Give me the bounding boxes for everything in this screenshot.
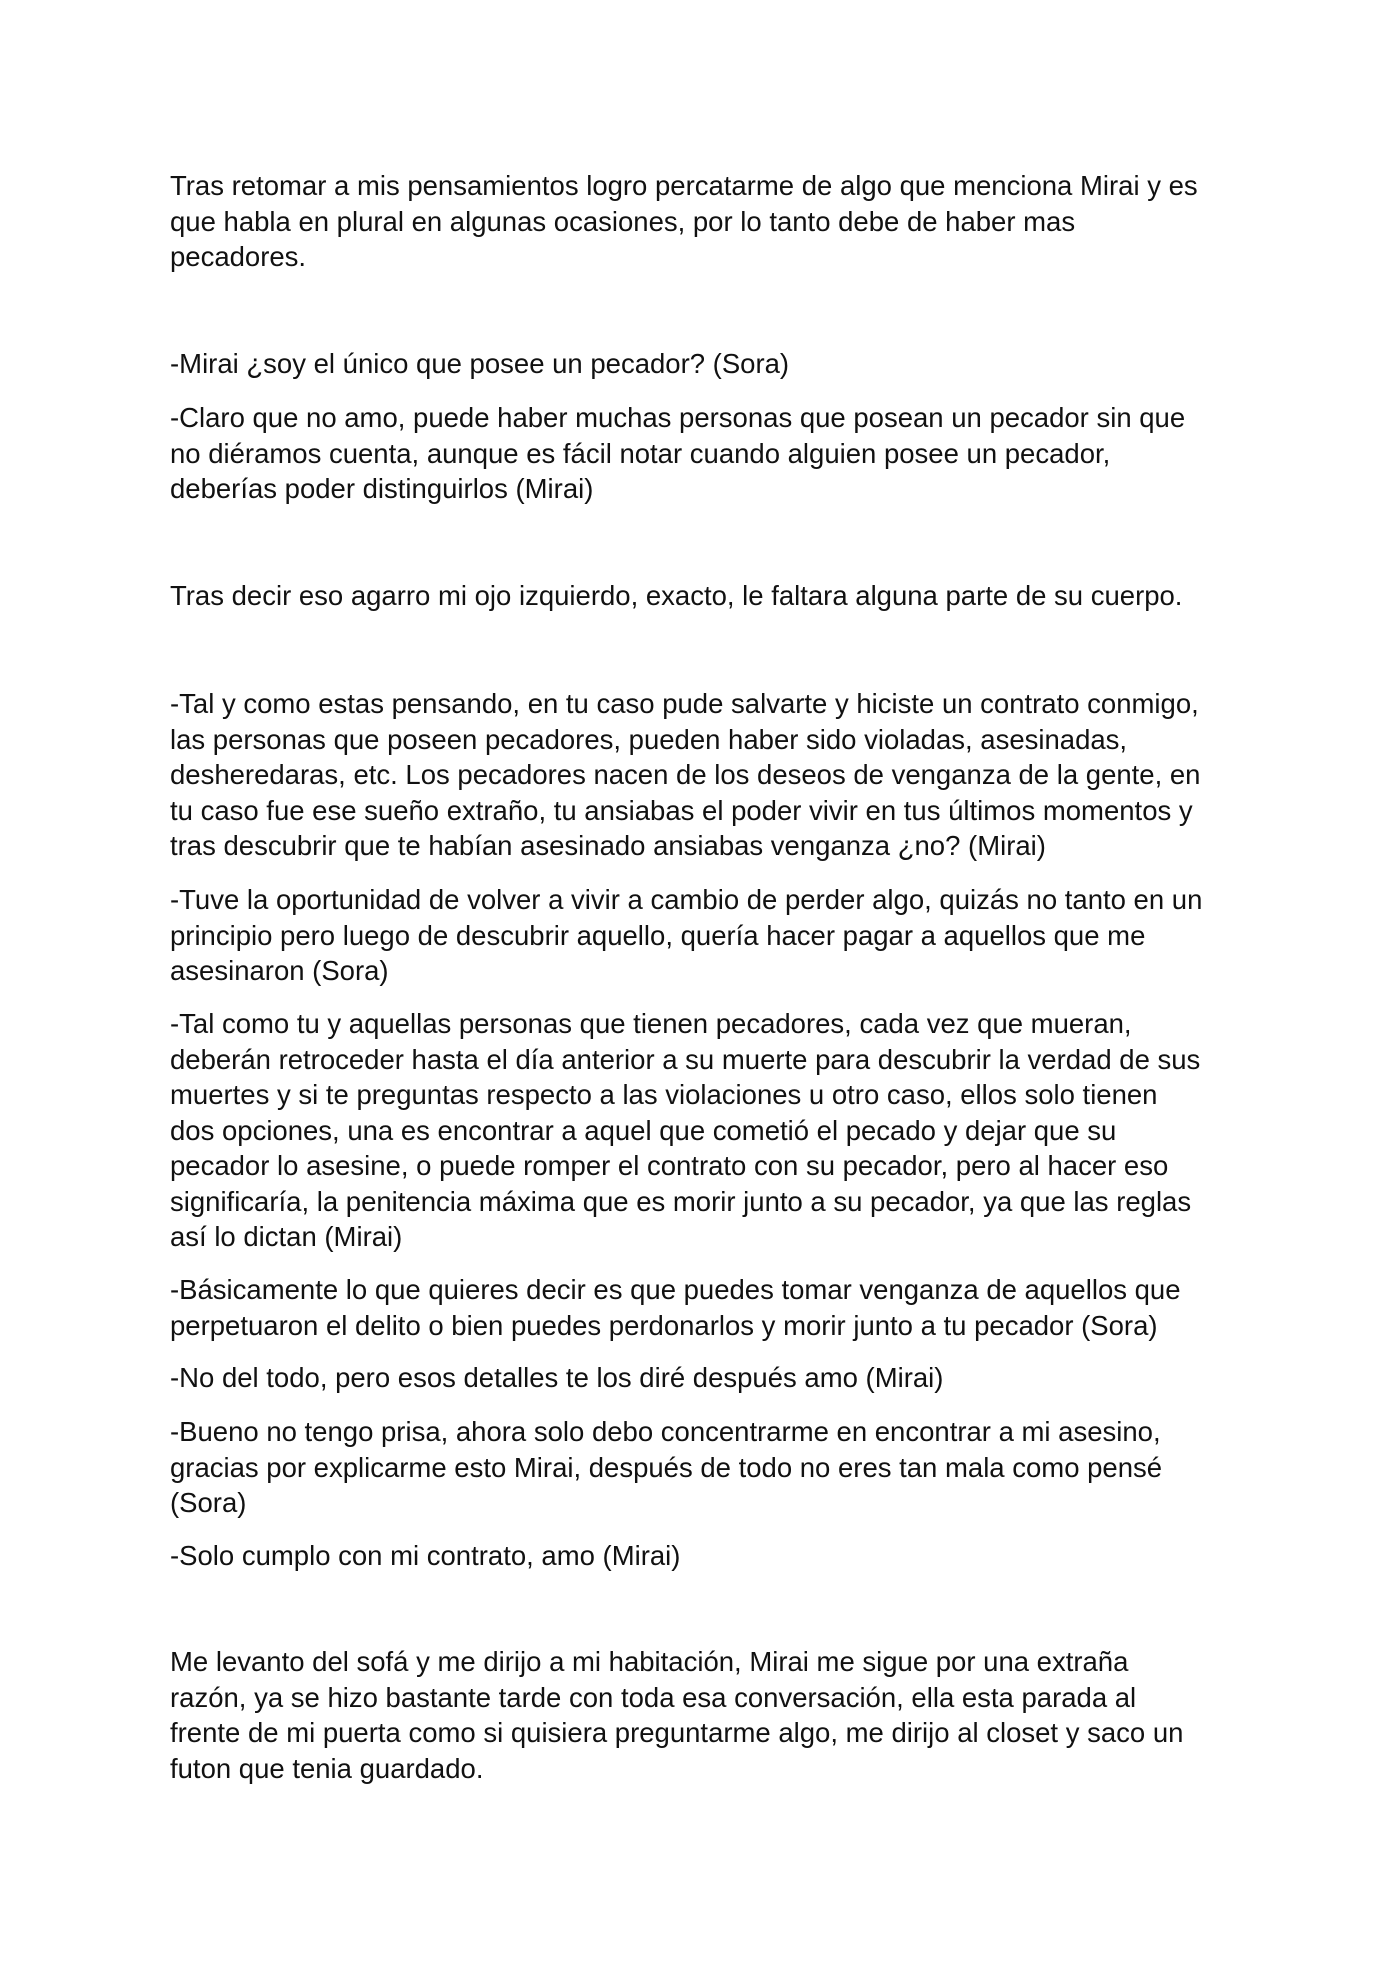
text-line: -Tal como tu y aquellas personas que tienen pecadores, cada vez que mueran, [170, 1008, 1132, 1039]
para-dialogue-sora-4 [170, 1414, 1260, 1521]
para-dialogue-sora-3 [170, 1272, 1260, 1343]
text-line: no diéramos cuenta, aunque es fácil notar cuando alguien posee un pecador, [170, 437, 1111, 469]
para-narration-1 [170, 168, 1260, 275]
text-line: desheredaras, etc. Los pecadores nacen de los deseos de venganza de la gente, en [170, 759, 1201, 790]
para-narration-3 [170, 1644, 1260, 1786]
text-line: gracias por explicarme esto Mirai, después de todo no eres tan mala como pensé [170, 1451, 1163, 1483]
text-line: tras descubrir que te habían asesinado ansiabas venganza ¿no? (Mirai) [170, 830, 1046, 861]
text-line: -Básicamente lo que quieres decir es que puedes tomar venganza de aquellos que [170, 1274, 1181, 1305]
para-dialogue-mirai-2 [170, 686, 1260, 864]
text-line: razón, ya se hizo bastante tarde con toda esa conversación, ella esta parada al [170, 1681, 1137, 1713]
text-line: que habla en plural en algunas ocasiones, por lo tanto debe de haber mas [170, 205, 1076, 237]
para-narration-2 [170, 578, 1260, 614]
para-dialogue-mirai-4 [170, 1360, 1260, 1396]
text-line: Tras decir eso agarro mi ojo izquierdo, exacto, le faltara alguna parte de su cuerpo. [170, 580, 1183, 611]
text-line: futon que tenia guardado. [170, 1752, 484, 1784]
text-line: (Sora) [170, 1487, 247, 1518]
text-line: principio pero luego de descubrir aquello, quería hacer pagar a aquellos que me [170, 919, 1146, 951]
text-line: dos opciones, una es encontrar a aquel que cometió el pecado y dejar que su [170, 1114, 1117, 1146]
text-line: las personas que poseen pecadores, pueden haber sido violadas, asesinadas, [170, 723, 1128, 755]
text-line: frente de mi puerta como si quisiera preguntarme algo, me dirijo al closet y saco un [170, 1717, 1184, 1748]
text-line: Me levanto del sofá y me dirijo a mi habitación, Mirai me sigue por una extraña [170, 1646, 1129, 1677]
text-line: pecadores. [170, 241, 307, 272]
para-dialogue-sora-2 [170, 882, 1260, 989]
text-line: -Bueno no tengo prisa, ahora solo debo concentrarme en encontrar a mi asesino, [170, 1416, 1161, 1447]
text-line: deberías poder distinguirlos (Mirai) [170, 473, 594, 504]
text-line: -Claro que no amo, puede haber muchas personas que posean un pecador sin que [170, 402, 1186, 433]
text-line: muertes y si te preguntas respecto a las violaciones u otro caso, ellos solo tienen [170, 1079, 1158, 1110]
para-dialogue-mirai-3 [170, 1006, 1260, 1255]
text-line: -Tuve la oportunidad de volver a vivir a cambio de perder algo, quizás no tanto en un [170, 884, 1203, 915]
text-line: perpetuaron el delito o bien puedes perdonarlos y morir junto a tu pecador (Sora) [170, 1309, 1158, 1341]
text-line: así lo dictan (Mirai) [170, 1221, 403, 1252]
text-line: -Tal y como estas pensando, en tu caso pude salvarte y hiciste un contrato conmigo, [170, 688, 1199, 719]
text-line: Tras retomar a mis pensamientos logro percatarme de algo que menciona Mirai y es [170, 170, 1198, 201]
text-line: -Mirai ¿soy el único que posee un pecador? (Sora) [170, 348, 790, 379]
text-line: asesinaron (Sora) [170, 955, 389, 986]
text-line: -Solo cumplo con mi contrato, amo (Mirai) [170, 1540, 681, 1571]
para-dialogue-mirai-1 [170, 400, 1260, 507]
para-dialogue-sora-1 [170, 346, 1260, 382]
text-line: tu caso fue ese sueño extraño, tu ansiabas el poder vivir en tus últimos momentos y [170, 794, 1193, 826]
para-dialogue-mirai-5 [170, 1538, 1260, 1574]
text-line: pecador lo asesine, o puede romper el contrato con su pecador, pero al hacer eso [170, 1150, 1169, 1181]
text-line: -No del todo, pero esos detalles te los diré después amo (Mirai) [170, 1362, 944, 1393]
text-line: significaría, la penitencia máxima que es morir junto a su pecador, ya que las reglas [170, 1185, 1192, 1217]
text-line: deberán retroceder hasta el día anterior a su muerte para descubrir la verdad de sus [170, 1043, 1201, 1075]
